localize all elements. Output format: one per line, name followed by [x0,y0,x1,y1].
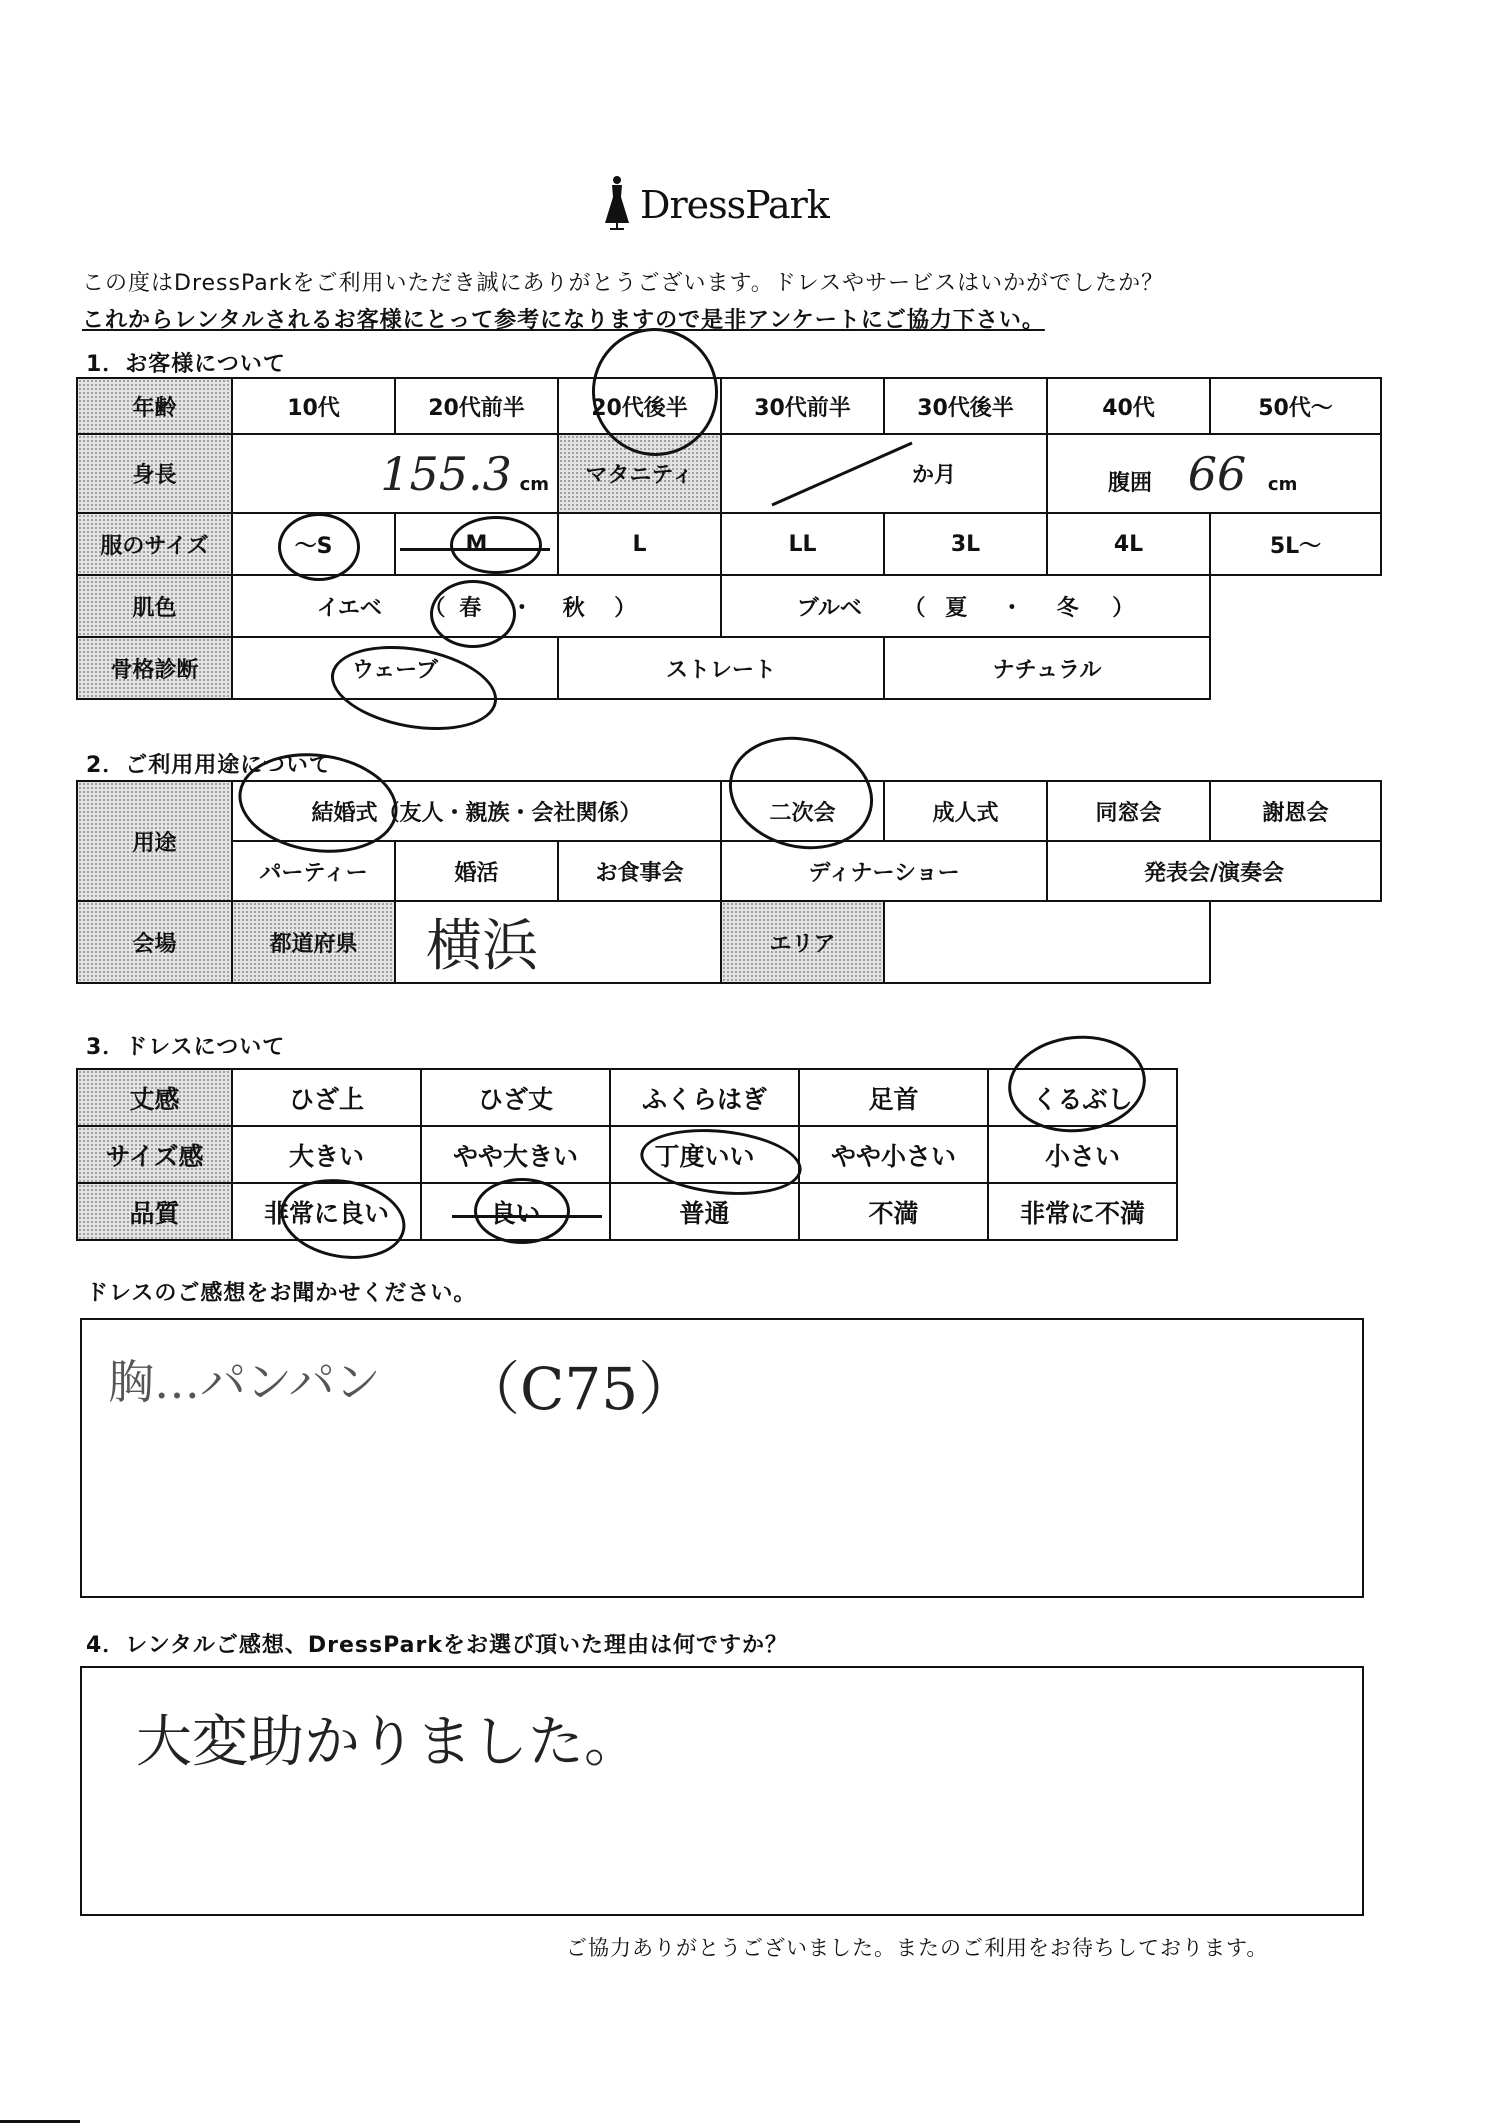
purpose-option[interactable]: 同窓会 [1047,781,1210,841]
size-option[interactable]: LL [721,513,884,575]
paren-close: ） [614,595,637,621]
area-label: エリア [721,901,884,983]
purpose-option[interactable]: 発表会/演奏会 [1047,841,1381,901]
separator-dot: ・ [1000,595,1023,621]
skin-blue-option[interactable] [721,575,1210,637]
fit-option[interactable]: やや大きい [421,1126,610,1183]
age-label: 年齢 [77,378,232,434]
paren-open: （ [903,595,926,621]
age-option[interactable]: 40代 [1047,378,1210,434]
size-selection-circle [278,513,360,581]
fit-option[interactable]: やや小さい [799,1126,988,1183]
empty-cell [1210,637,1381,699]
skin-row [77,575,1381,637]
fit-option[interactable]: 小さい [988,1126,1177,1183]
size-option[interactable]: L [558,513,721,575]
yellow-base-label: イエベ [316,595,382,621]
blue-base-label: ブルベ [796,595,862,621]
quality-option[interactable]: 不満 [799,1183,988,1240]
area-field[interactable] [884,901,1210,983]
dress-comment-box[interactable] [80,1318,1364,1598]
separator-dot: ・ [510,595,533,621]
age-option[interactable]: 50代～ [1210,378,1381,434]
length-option[interactable]: ふくらはぎ [610,1069,799,1126]
fit-label: サイズ感 [77,1126,232,1183]
skeleton-label: 骨格診断 [77,637,232,699]
fit-row [77,1126,1177,1183]
quality-good-circle [474,1178,570,1244]
dress-comment-text: 胸…パンパン [108,1355,381,1409]
quality-row [77,1183,1177,1240]
length-label: 丈感 [77,1069,232,1126]
intro-request: これからレンタルされるお客様にとって参考になりますので是非アンケートにご協力下さい。 [82,308,1045,333]
quality-option[interactable]: 普通 [610,1183,799,1240]
fit-option[interactable]: 大きい [232,1126,421,1183]
purpose-option[interactable]: 婚活 [395,841,558,901]
dress-icon [600,175,634,231]
waist-field[interactable] [1047,434,1381,513]
purpose-option-selected[interactable]: 結婚式（友人・親族・会社関係） [232,781,721,841]
scan-edge-line [0,2120,80,2123]
skeleton-option[interactable]: ナチュラル [884,637,1210,699]
purpose-label: 用途 [77,781,232,901]
purpose-option[interactable]: ディナーショー [721,841,1047,901]
size-row [77,513,1381,575]
quality-option-selected[interactable]: 非常に良い [232,1183,421,1240]
purpose-row-2 [77,841,1381,901]
brand-name: DressPark [640,183,829,227]
dress-comment-title: ドレスのご感想をお聞かせください。 [86,1281,477,1306]
autumn-option[interactable]: 秋 [562,595,585,621]
quality-option[interactable]: 非常に不満 [988,1183,1177,1240]
brand-logo [600,175,900,235]
length-option[interactable]: ひざ上 [232,1069,421,1126]
spring-option-selected[interactable]: 春 [459,595,482,621]
maternity-months-field[interactable] [721,434,1047,513]
thank-you-footer: ご協力ありがとうございました。またのご利用をお待ちしております。 [566,1936,1269,1960]
empty-cell [1210,575,1381,637]
prefecture-field[interactable] [395,901,721,983]
section4-title: 4．レンタルご感想、DressParkをお選び頂いた理由は何ですか？ [86,1633,788,1658]
section3-title: 3．ドレスについて [86,1035,286,1060]
fit-option-selected[interactable]: 丁度いい [610,1126,799,1183]
purpose-option-selected[interactable]: 二次会 [721,781,884,841]
purpose-option[interactable]: お食事会 [558,841,721,901]
age-option-selected[interactable]: 20代後半 [558,378,721,434]
venue-label: 会場 [77,901,232,983]
size-option-struck[interactable]: M [395,513,558,575]
skeleton-option[interactable]: ストレート [558,637,884,699]
size-option[interactable]: 4L [1047,513,1210,575]
waist-unit: cm [1267,473,1298,495]
purpose-option[interactable]: 成人式 [884,781,1047,841]
paren-open: （ [423,595,446,621]
rental-comment-box[interactable] [80,1666,1364,1916]
waist-label: 腹囲 [1108,470,1153,496]
height-row [77,434,1381,513]
skeleton-option-selected[interactable]: ウェーブ [232,637,558,699]
age-option[interactable]: 20代前半 [395,378,558,434]
paren-close: ） [1112,595,1135,621]
length-option[interactable]: 足首 [799,1069,988,1126]
height-field[interactable] [232,434,558,513]
size-m-circle [450,516,542,574]
size-label: 服のサイズ [77,513,232,575]
size-option[interactable]: 3L [884,513,1047,575]
quality-label: 品質 [77,1183,232,1240]
intro-text: この度はDressParkをご利用いただき誠にありがとうございます。ドレスやサービスはいかがでしたか？ [82,271,1165,296]
spring-selection-circle [430,580,516,648]
size-m-strike [400,548,550,551]
height-unit: cm [519,473,549,495]
height-value: 155.3 [380,446,512,501]
age-row [77,378,1381,434]
skin-label: 肌色 [77,575,232,637]
size-option[interactable]: 5L～ [1210,513,1381,575]
purpose-option[interactable]: パーティー [232,841,395,901]
size-option-selected[interactable]: ～S [232,513,395,575]
winter-option[interactable]: 冬 [1056,595,1079,621]
dress-comment-note: （C75） [462,1355,697,1423]
age-option[interactable]: 10代 [232,378,395,434]
waist-value: 66 [1187,446,1247,501]
skeleton-row [77,637,1381,699]
length-option-selected[interactable]: くるぶし [988,1069,1177,1126]
rental-comment-text: 大変助かりました。 [136,1710,640,1775]
empty-cell [1210,901,1381,983]
prefecture-value: 横浜 [426,914,538,979]
months-label: か月 [911,463,956,488]
venue-row [77,901,1381,983]
length-option[interactable]: ひざ丈 [421,1069,610,1126]
slash-mark [762,439,932,509]
prefecture-label: 都道府県 [232,901,395,983]
customer-table [76,377,1382,700]
age-option[interactable]: 30代前半 [721,378,884,434]
quality-good-strike [452,1215,602,1218]
section2-title: 2．ご利用用途について [86,753,332,778]
height-label: 身長 [77,434,232,513]
purpose-option[interactable]: 謝恩会 [1210,781,1381,841]
section1-title: 1．お客様について [86,352,286,377]
age-option[interactable]: 30代後半 [884,378,1047,434]
quality-option-struck[interactable]: 良い [421,1183,610,1240]
summer-option[interactable]: 夏 [945,595,968,621]
maternity-label: マタニティ [558,434,721,513]
